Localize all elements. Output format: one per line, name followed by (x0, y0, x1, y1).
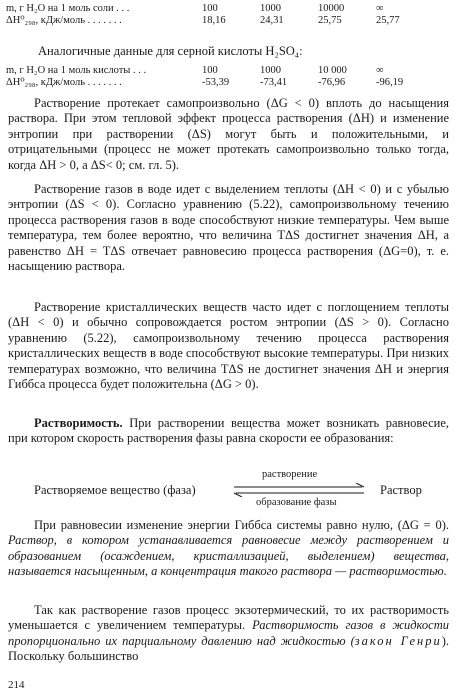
cell: 25,75 (318, 14, 342, 26)
cell: 10000 (318, 2, 345, 14)
cell: -53,39 (202, 76, 230, 88)
scheme-backward-label: образование фазы (256, 497, 337, 508)
cell: -76,96 (318, 76, 346, 88)
cell: 25,77 (376, 14, 400, 26)
row-label: m, г H₂O на 1 моль кислоты . . . (6, 64, 147, 76)
henry-statement: Растворимость газов в жидкости пропорционально их парциальному давлению над жидкостью ( (8, 618, 450, 648)
scheme-left-label: Растворяемое вещество (фаза) (34, 483, 196, 497)
scheme-forward-label: растворение (262, 469, 318, 480)
cell: 1000 (260, 64, 281, 76)
paragraph-gas-dissolution: Растворение газов в воде идет с выделением теплоты (ΔH < 0) и с убылью энтропии (ΔS < 0). Согласно уравнению (5.22), самопроизвольному течению процесса растворения газов в воде способствуют низкие температуры. Чем выше температура, тем более вероятно, что величина TΔS достигнет значения ΔH, а равенство ΔH = TΔS отвечает равновесию процесса растворения (ΔG=0), т. е. насыщению раствора. (8, 182, 449, 274)
equilibrium-arrows-icon (232, 483, 368, 497)
cell: 1000 (260, 2, 281, 14)
cell: -73,41 (260, 76, 288, 88)
table-row (6, 2, 426, 14)
henry-continuation: ). Поскольку большинство (8, 633, 450, 664)
sulfuric-acid-heading: Аналогичные данные для серной кислоты H₂SO₄: (38, 44, 303, 58)
row-label: m, г H₂O на 1 моль соли . . . (6, 2, 130, 14)
acid-enthalpy-table (6, 64, 426, 88)
cell: ∞ (376, 2, 384, 14)
paragraph-crystal-dissolution: Растворение кристаллических веществ часто идет с поглощением теплоты (ΔH < 0) и обычно сопровождается ростом энтропии (ΔS > 0). Согласно уравнению (5.22), самопроизвольному течению процесса растворения кристаллических веществ в воде способствуют высокие температуры. При низких температурах возможно, что величина TΔS не достигнет значения ΔH и энергия Гиббса процесса будет положительна (ΔG > 0). (8, 300, 449, 392)
row-label: ΔH⁰₂₉₈, кДж/моль . . . . . . . (6, 15, 122, 26)
gas-solubility-text: Так как растворение газов процесс экзотермический, то их растворимость уменьшается с увеличением температуры. (8, 603, 449, 633)
table-row (6, 64, 426, 76)
equilibrium-text: При равновесии изменение энергии Гиббса системы равно нулю, (ΔG = 0). (34, 518, 449, 532)
cell: 10 000 (318, 64, 347, 76)
solubility-text: При растворении вещества может возникать равновесие, при котором скорость растворения фазы равна скорости ее образования: (8, 416, 449, 446)
cell: ∞ (376, 64, 384, 76)
paragraph-saturated-solution (8, 518, 449, 580)
solubility-term: Растворимость. (34, 416, 123, 430)
cell: 24,31 (260, 14, 284, 26)
saturated-definition: Раствор, в котором устанавливается равновесие между растворением и образованием (осаждением, кристаллизацией, выделением) вещества, называется насыщенным, а концентрация такого раствора — растворимостью. (8, 533, 449, 579)
table-row (6, 14, 426, 26)
cell: -96,19 (376, 76, 404, 88)
cell: 100 (202, 64, 218, 76)
scheme-right-label: Раствор (380, 483, 422, 497)
table-row (6, 76, 426, 88)
paragraph-solubility (8, 416, 449, 447)
row-label: ΔH⁰₂₉₈, кДж/моль . . . . . . . (6, 77, 122, 88)
cell: 18,16 (202, 14, 226, 26)
paragraph-henry-law (8, 603, 449, 665)
cell: 100 (202, 2, 218, 14)
page-number: 214 (8, 679, 25, 691)
salt-enthalpy-table (6, 2, 426, 26)
paragraph-spontaneous-dissolution: Растворение протекает самопроизвольно (ΔG < 0) вплоть до насыщения раствора. При этом тепловой эффект процесса растворения (ΔH) и изменение энтропии при растворении (ΔS) могут быть и положительными, и отрицательными (процесс не может протекать самопроизвольно только тогда, когда ΔH > 0, а ΔS< 0; см. гл. 5). (8, 96, 449, 172)
henry-law-name: закон Генри (354, 633, 442, 648)
equilibrium-scheme (0, 469, 455, 509)
